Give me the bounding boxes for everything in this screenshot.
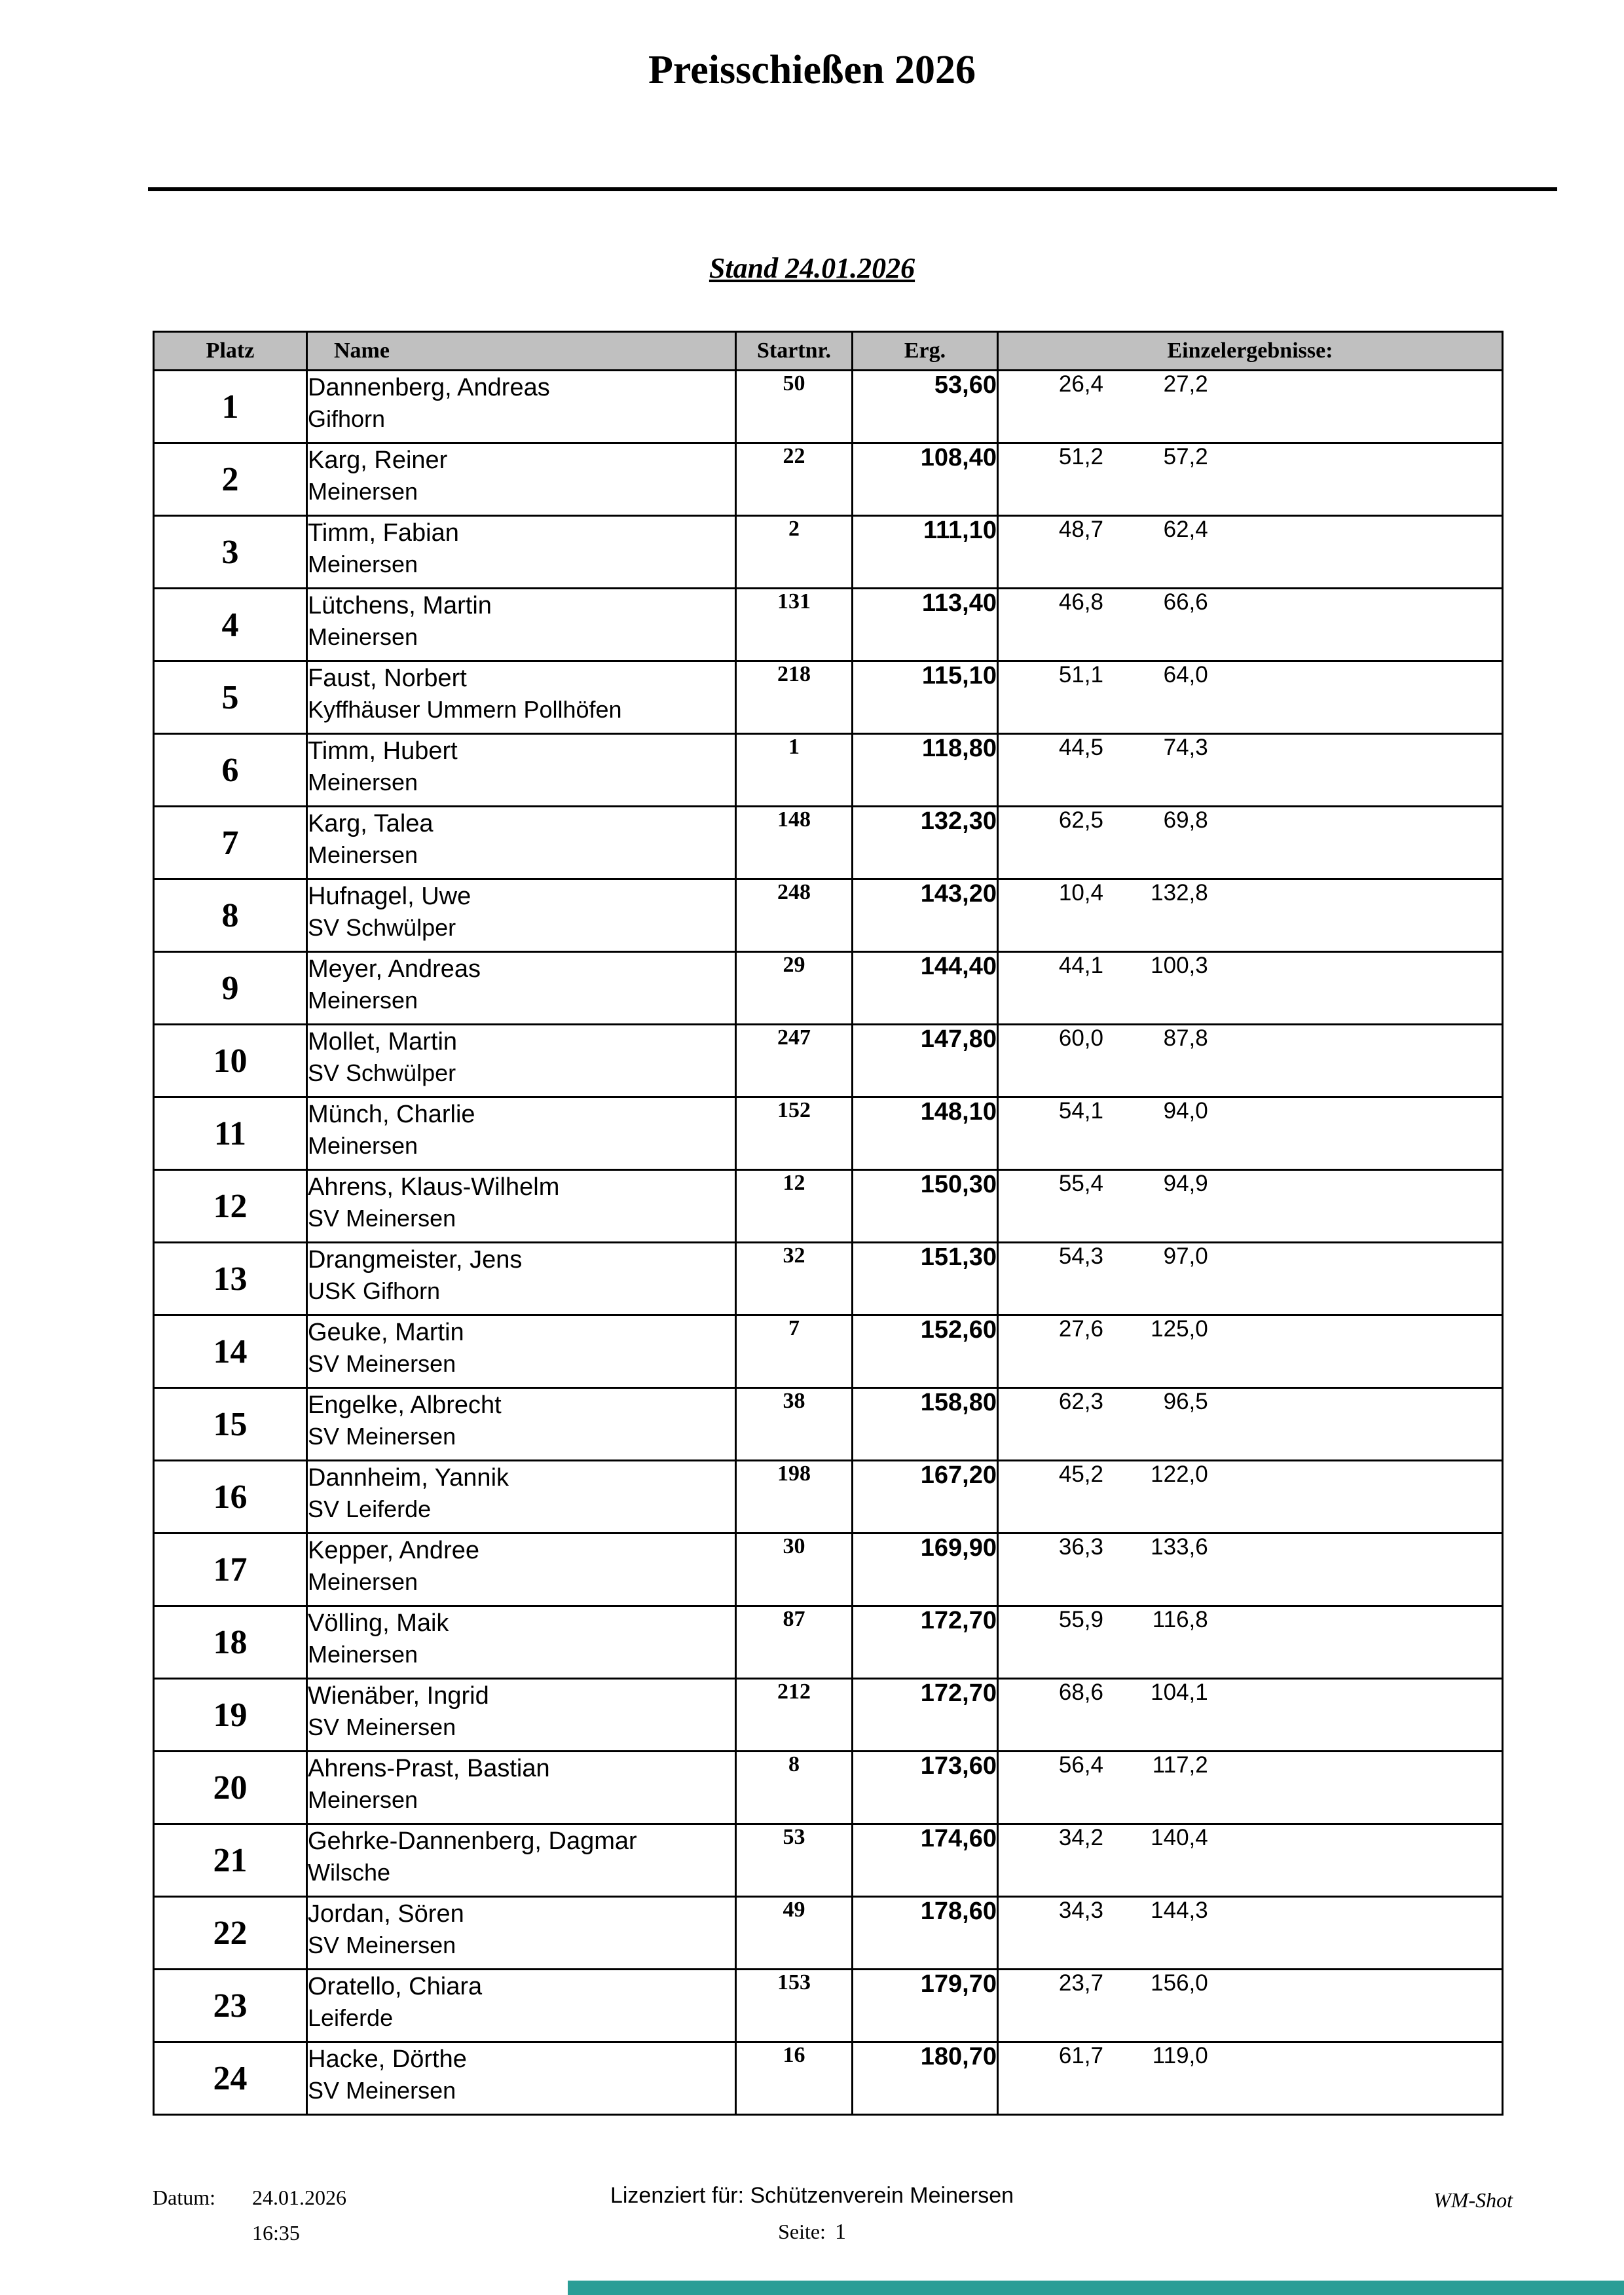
name-cell bbox=[307, 1752, 736, 1824]
footer-license-text: Lizenziert für: Schützenverein Meinersen bbox=[610, 2183, 1014, 2208]
shooter-name: Münch, Charlie bbox=[308, 1101, 475, 1128]
result-cell: 148,10 bbox=[853, 1097, 998, 1170]
shooter-name: Geuke, Martin bbox=[308, 1319, 464, 1346]
einzel-value-2: 117,2 bbox=[1152, 1752, 1208, 1778]
column-header-name: Name bbox=[307, 332, 736, 371]
table-body bbox=[154, 371, 1503, 2115]
shooter-club: Meinersen bbox=[308, 1786, 418, 1813]
result-cell: 53,60 bbox=[853, 371, 998, 443]
shooter-club: Meinersen bbox=[308, 769, 418, 796]
startnr-cell: 152 bbox=[736, 1097, 853, 1170]
shooter-name: Timm, Hubert bbox=[308, 737, 458, 765]
shooter-club: Meinersen bbox=[308, 623, 418, 650]
shooter-club: Meinersen bbox=[308, 987, 418, 1014]
name-cell bbox=[307, 1315, 736, 1388]
einzel-value-1: 54,3 bbox=[1058, 1243, 1103, 1269]
shooter-club: SV Meinersen bbox=[308, 1423, 456, 1450]
rank-cell: 14 bbox=[154, 1315, 307, 1388]
result-cell: 132,30 bbox=[853, 807, 998, 879]
startnr-cell: 212 bbox=[736, 1679, 853, 1752]
einzelergebnisse-cell bbox=[998, 1388, 1503, 1461]
result-cell: 151,30 bbox=[853, 1243, 998, 1315]
result-cell: 115,10 bbox=[853, 661, 998, 734]
results-table bbox=[153, 331, 1504, 2116]
einzelergebnisse-cell bbox=[998, 1315, 1503, 1388]
result-cell: 174,60 bbox=[853, 1824, 998, 1897]
shooter-club: Leiferde bbox=[308, 2004, 394, 2031]
name-cell bbox=[307, 1170, 736, 1243]
einzelergebnisse-cell bbox=[998, 1533, 1503, 1606]
result-cell: 172,70 bbox=[853, 1606, 998, 1679]
einzel-value-2: 140,4 bbox=[1151, 1825, 1208, 1850]
rank-cell: 2 bbox=[154, 443, 307, 516]
shooter-club: Meinersen bbox=[308, 478, 418, 505]
name-cell bbox=[307, 1679, 736, 1752]
stand-date-heading: Stand 24.01.2026 bbox=[709, 252, 915, 284]
footer-page-number: 1 bbox=[834, 2220, 846, 2244]
shooter-name: Gehrke-Dannenberg, Dagmar bbox=[308, 1827, 637, 1855]
shooter-name: Dannheim, Yannik bbox=[308, 1464, 509, 1492]
shooter-club: Gifhorn bbox=[308, 405, 386, 432]
result-cell: 172,70 bbox=[853, 1679, 998, 1752]
rank-cell: 9 bbox=[154, 952, 307, 1025]
rank-cell: 21 bbox=[154, 1824, 307, 1897]
rank-cell: 23 bbox=[154, 1970, 307, 2042]
shooter-club: SV Meinersen bbox=[308, 2077, 456, 2104]
name-cell bbox=[307, 807, 736, 879]
startnr-cell: 7 bbox=[736, 1315, 853, 1388]
result-cell: 167,20 bbox=[853, 1461, 998, 1533]
result-cell: 178,60 bbox=[853, 1897, 998, 1970]
name-cell bbox=[307, 1243, 736, 1315]
einzelergebnisse-cell bbox=[998, 1897, 1503, 1970]
name-cell bbox=[307, 1533, 736, 1606]
result-cell: 152,60 bbox=[853, 1315, 998, 1388]
rank-cell: 17 bbox=[154, 1533, 307, 1606]
einzelergebnisse-cell bbox=[998, 734, 1503, 807]
rank-cell: 12 bbox=[154, 1170, 307, 1243]
einzelergebnisse-cell bbox=[998, 2042, 1503, 2115]
einzel-value-2: 64,0 bbox=[1163, 662, 1208, 688]
startnr-cell: 53 bbox=[736, 1824, 853, 1897]
table-row bbox=[154, 1679, 1503, 1752]
startnr-cell: 50 bbox=[736, 371, 853, 443]
table-row bbox=[154, 1388, 1503, 1461]
einzel-value-2: 94,0 bbox=[1163, 1098, 1208, 1124]
shooter-name: Oratello, Chiara bbox=[308, 1973, 483, 2000]
table-row bbox=[154, 734, 1503, 807]
result-cell: 179,70 bbox=[853, 1970, 998, 2042]
rank-cell: 22 bbox=[154, 1897, 307, 1970]
startnr-cell: 29 bbox=[736, 952, 853, 1025]
page-title: Preisschießen 2026 bbox=[648, 48, 976, 92]
shooter-name: Engelke, Albrecht bbox=[308, 1391, 502, 1419]
startnr-cell: 1 bbox=[736, 734, 853, 807]
shooter-club: SV Schwülper bbox=[308, 1059, 456, 1086]
shooter-club: Meinersen bbox=[308, 1132, 418, 1159]
name-cell bbox=[307, 1461, 736, 1533]
name-cell bbox=[307, 952, 736, 1025]
einzel-value-2: 119,0 bbox=[1152, 2043, 1208, 2068]
table-row bbox=[154, 661, 1503, 734]
shooter-name: Karg, Reiner bbox=[308, 447, 448, 474]
einzel-value-1: 68,6 bbox=[1058, 1680, 1103, 1705]
startnr-cell: 38 bbox=[736, 1388, 853, 1461]
footer-time: 16:35 bbox=[252, 2221, 300, 2245]
einzelergebnisse-cell bbox=[998, 1170, 1503, 1243]
column-header-einzelergebnisse: Einzelergebnisse: bbox=[998, 332, 1503, 371]
rank-cell: 8 bbox=[154, 879, 307, 952]
startnr-cell: 87 bbox=[736, 1606, 853, 1679]
startnr-cell: 153 bbox=[736, 1970, 853, 2042]
einzel-value-2: 104,1 bbox=[1151, 1680, 1208, 1705]
table-row bbox=[154, 1461, 1503, 1533]
einzel-value-2: 125,0 bbox=[1151, 1316, 1208, 1342]
name-cell bbox=[307, 443, 736, 516]
shooter-club: SV Meinersen bbox=[308, 1350, 456, 1377]
footer-page-line bbox=[0, 2220, 1624, 2245]
name-cell bbox=[307, 1970, 736, 2042]
table-row bbox=[154, 879, 1503, 952]
shooter-name: Ahrens-Prast, Bastian bbox=[308, 1755, 550, 1782]
shooter-name: Jordan, Sören bbox=[308, 1900, 464, 1928]
startnr-cell: 22 bbox=[736, 443, 853, 516]
shooter-name: Dannenberg, Andreas bbox=[308, 374, 550, 401]
rank-cell: 1 bbox=[154, 371, 307, 443]
shooter-name: Lütchens, Martin bbox=[308, 592, 492, 619]
einzel-value-1: 34,3 bbox=[1058, 1898, 1103, 1923]
einzel-value-1: 56,4 bbox=[1058, 1752, 1103, 1778]
einzelergebnisse-cell bbox=[998, 371, 1503, 443]
shooter-club: SV Meinersen bbox=[308, 1714, 456, 1740]
shooter-name: Hufnagel, Uwe bbox=[308, 883, 471, 910]
name-cell bbox=[307, 1606, 736, 1679]
einzelergebnisse-cell bbox=[998, 1025, 1503, 1097]
startnr-cell: 2 bbox=[736, 516, 853, 589]
shooter-club: SV Leiferde bbox=[308, 1496, 432, 1522]
table-row bbox=[154, 371, 1503, 443]
result-cell: 147,80 bbox=[853, 1025, 998, 1097]
name-cell bbox=[307, 516, 736, 589]
einzelergebnisse-cell bbox=[998, 1970, 1503, 2042]
table-row bbox=[154, 1025, 1503, 1097]
shooter-club: SV Schwülper bbox=[308, 914, 456, 941]
einzelergebnisse-cell bbox=[998, 661, 1503, 734]
footer-datum-value: 24.01.2026 bbox=[252, 2186, 346, 2209]
rank-cell: 20 bbox=[154, 1752, 307, 1824]
rank-cell: 19 bbox=[154, 1679, 307, 1752]
results-table-wrap bbox=[153, 331, 1504, 2116]
einzelergebnisse-cell bbox=[998, 1461, 1503, 1533]
name-cell bbox=[307, 879, 736, 952]
shooter-club: Kyffhäuser Ummern Pollhöfen bbox=[308, 696, 622, 723]
einzel-value-1: 10,4 bbox=[1058, 880, 1103, 906]
startnr-cell: 49 bbox=[736, 1897, 853, 1970]
einzelergebnisse-cell bbox=[998, 1679, 1503, 1752]
einzel-value-2: 100,3 bbox=[1151, 953, 1208, 978]
table-row bbox=[154, 952, 1503, 1025]
name-cell bbox=[307, 1824, 736, 1897]
rank-cell: 24 bbox=[154, 2042, 307, 2115]
name-cell bbox=[307, 371, 736, 443]
shooter-name: Wienäber, Ingrid bbox=[308, 1682, 489, 1710]
einzelergebnisse-cell bbox=[998, 952, 1503, 1025]
startnr-cell: 218 bbox=[736, 661, 853, 734]
einzel-value-2: 132,8 bbox=[1151, 880, 1208, 906]
result-cell: 169,90 bbox=[853, 1533, 998, 1606]
rank-cell: 7 bbox=[154, 807, 307, 879]
startnr-cell: 30 bbox=[736, 1533, 853, 1606]
footer-datum-label: Datum: bbox=[153, 2186, 215, 2209]
column-header-erg: Erg. bbox=[853, 332, 998, 371]
einzel-value-1: 60,0 bbox=[1058, 1025, 1103, 1051]
table-row bbox=[154, 1097, 1503, 1170]
rank-cell: 4 bbox=[154, 589, 307, 661]
einzelergebnisse-cell bbox=[998, 1243, 1503, 1315]
startnr-cell: 16 bbox=[736, 2042, 853, 2115]
einzel-value-2: 116,8 bbox=[1152, 1607, 1208, 1632]
einzelergebnisse-cell bbox=[998, 516, 1503, 589]
einzel-value-1: 51,1 bbox=[1058, 662, 1103, 688]
shooter-club: Meinersen bbox=[308, 1568, 418, 1595]
einzel-value-2: 69,8 bbox=[1163, 807, 1208, 833]
einzel-value-1: 55,4 bbox=[1058, 1171, 1103, 1196]
result-cell: 180,70 bbox=[853, 2042, 998, 2115]
shooter-name: Meyer, Andreas bbox=[308, 955, 481, 983]
einzel-value-2: 97,0 bbox=[1163, 1243, 1208, 1269]
table-row bbox=[154, 1170, 1503, 1243]
startnr-cell: 131 bbox=[736, 589, 853, 661]
einzel-value-2: 27,2 bbox=[1163, 371, 1208, 397]
table-header-row bbox=[154, 332, 1503, 371]
table-row bbox=[154, 2042, 1503, 2115]
table-row bbox=[154, 1533, 1503, 1606]
startnr-cell: 248 bbox=[736, 879, 853, 952]
result-cell: 150,30 bbox=[853, 1170, 998, 1243]
einzel-value-2: 156,0 bbox=[1151, 1970, 1208, 1996]
result-cell: 113,40 bbox=[853, 589, 998, 661]
einzel-value-2: 122,0 bbox=[1151, 1461, 1208, 1487]
shooter-name: Faust, Norbert bbox=[308, 665, 467, 692]
shooter-name: Hacke, Dörthe bbox=[308, 2046, 467, 2073]
shooter-name: Karg, Talea bbox=[308, 810, 434, 837]
startnr-cell: 12 bbox=[736, 1170, 853, 1243]
footer-software-brand: WM-Shot bbox=[1433, 2188, 1513, 2212]
result-cell: 173,60 bbox=[853, 1752, 998, 1824]
startnr-cell: 148 bbox=[736, 807, 853, 879]
rank-cell: 16 bbox=[154, 1461, 307, 1533]
footer-page-label: Seite: bbox=[778, 2220, 826, 2243]
startnr-cell: 8 bbox=[736, 1752, 853, 1824]
name-cell bbox=[307, 2042, 736, 2115]
title-divider bbox=[148, 187, 1557, 191]
einzel-value-1: 51,2 bbox=[1058, 444, 1103, 469]
name-cell bbox=[307, 734, 736, 807]
column-header-platz: Platz bbox=[154, 332, 307, 371]
einzelergebnisse-cell bbox=[998, 879, 1503, 952]
einzel-value-2: 57,2 bbox=[1163, 444, 1208, 469]
startnr-cell: 32 bbox=[736, 1243, 853, 1315]
table-row bbox=[154, 589, 1503, 661]
table-row bbox=[154, 1824, 1503, 1897]
shooter-name: Völling, Maik bbox=[308, 1609, 449, 1637]
rank-cell: 3 bbox=[154, 516, 307, 589]
einzel-value-1: 55,9 bbox=[1058, 1607, 1103, 1632]
einzelergebnisse-cell bbox=[998, 1606, 1503, 1679]
rank-cell: 10 bbox=[154, 1025, 307, 1097]
bottom-accent-bar bbox=[568, 2281, 1624, 2295]
shooter-name: Mollet, Martin bbox=[308, 1028, 458, 1056]
rank-cell: 6 bbox=[154, 734, 307, 807]
result-cell: 144,40 bbox=[853, 952, 998, 1025]
rank-cell: 11 bbox=[154, 1097, 307, 1170]
table-row bbox=[154, 443, 1503, 516]
table-row bbox=[154, 1970, 1503, 2042]
name-cell bbox=[307, 1025, 736, 1097]
einzel-value-2: 66,6 bbox=[1163, 589, 1208, 615]
einzel-value-1: 44,5 bbox=[1058, 735, 1103, 760]
shooter-club: Meinersen bbox=[308, 841, 418, 868]
shooter-club: Meinersen bbox=[308, 551, 418, 578]
einzel-value-2: 133,6 bbox=[1151, 1534, 1208, 1560]
einzel-value-1: 54,1 bbox=[1058, 1098, 1103, 1124]
einzelergebnisse-cell bbox=[998, 589, 1503, 661]
einzelergebnisse-cell bbox=[998, 443, 1503, 516]
einzelergebnisse-cell bbox=[998, 1097, 1503, 1170]
einzel-value-2: 74,3 bbox=[1163, 735, 1208, 760]
table-row bbox=[154, 807, 1503, 879]
result-cell: 118,80 bbox=[853, 734, 998, 807]
einzelergebnisse-cell bbox=[998, 807, 1503, 879]
name-cell bbox=[307, 1388, 736, 1461]
shooter-club: USK Gifhorn bbox=[308, 1277, 441, 1304]
name-cell bbox=[307, 1897, 736, 1970]
einzel-value-2: 62,4 bbox=[1163, 517, 1208, 542]
shooter-club: SV Meinersen bbox=[308, 1932, 456, 1958]
table-row bbox=[154, 1897, 1503, 1970]
einzel-value-1: 23,7 bbox=[1058, 1970, 1103, 1996]
einzel-value-2: 144,3 bbox=[1151, 1898, 1208, 1923]
table-row bbox=[154, 516, 1503, 589]
name-cell bbox=[307, 661, 736, 734]
einzel-value-1: 45,2 bbox=[1058, 1461, 1103, 1487]
rank-cell: 13 bbox=[154, 1243, 307, 1315]
table-row bbox=[154, 1606, 1503, 1679]
einzel-value-2: 94,9 bbox=[1163, 1171, 1208, 1196]
einzel-value-1: 62,3 bbox=[1058, 1389, 1103, 1414]
table-row bbox=[154, 1243, 1503, 1315]
rank-cell: 18 bbox=[154, 1606, 307, 1679]
result-cell: 108,40 bbox=[853, 443, 998, 516]
einzel-value-1: 34,2 bbox=[1058, 1825, 1103, 1850]
shooter-club: Meinersen bbox=[308, 1641, 418, 1668]
shooter-name: Drangmeister, Jens bbox=[308, 1246, 523, 1274]
result-cell: 111,10 bbox=[853, 516, 998, 589]
column-header-startnr: Startnr. bbox=[736, 332, 853, 371]
shooter-name: Timm, Fabian bbox=[308, 519, 459, 547]
result-cell: 158,80 bbox=[853, 1388, 998, 1461]
einzel-value-1: 44,1 bbox=[1058, 953, 1103, 978]
einzel-value-1: 46,8 bbox=[1058, 589, 1103, 615]
einzel-value-1: 36,3 bbox=[1058, 1534, 1103, 1560]
einzel-value-1: 62,5 bbox=[1058, 807, 1103, 833]
einzel-value-2: 96,5 bbox=[1163, 1389, 1208, 1414]
rank-cell: 5 bbox=[154, 661, 307, 734]
einzelergebnisse-cell bbox=[998, 1824, 1503, 1897]
einzel-value-1: 61,7 bbox=[1058, 2043, 1103, 2068]
einzel-value-1: 27,6 bbox=[1058, 1316, 1103, 1342]
shooter-club: SV Meinersen bbox=[308, 1205, 456, 1232]
shooter-name: Ahrens, Klaus-Wilhelm bbox=[308, 1173, 560, 1201]
shooter-name: Kepper, Andree bbox=[308, 1537, 479, 1564]
einzel-value-2: 87,8 bbox=[1163, 1025, 1208, 1051]
table-row bbox=[154, 1315, 1503, 1388]
rank-cell: 15 bbox=[154, 1388, 307, 1461]
einzel-value-1: 48,7 bbox=[1058, 517, 1103, 542]
einzel-value-1: 26,4 bbox=[1058, 371, 1103, 397]
name-cell bbox=[307, 589, 736, 661]
shooter-club: Wilsche bbox=[308, 1859, 391, 1886]
name-cell bbox=[307, 1097, 736, 1170]
startnr-cell: 247 bbox=[736, 1025, 853, 1097]
startnr-cell: 198 bbox=[736, 1461, 853, 1533]
table-row bbox=[154, 1752, 1503, 1824]
einzelergebnisse-cell bbox=[998, 1752, 1503, 1824]
result-cell: 143,20 bbox=[853, 879, 998, 952]
